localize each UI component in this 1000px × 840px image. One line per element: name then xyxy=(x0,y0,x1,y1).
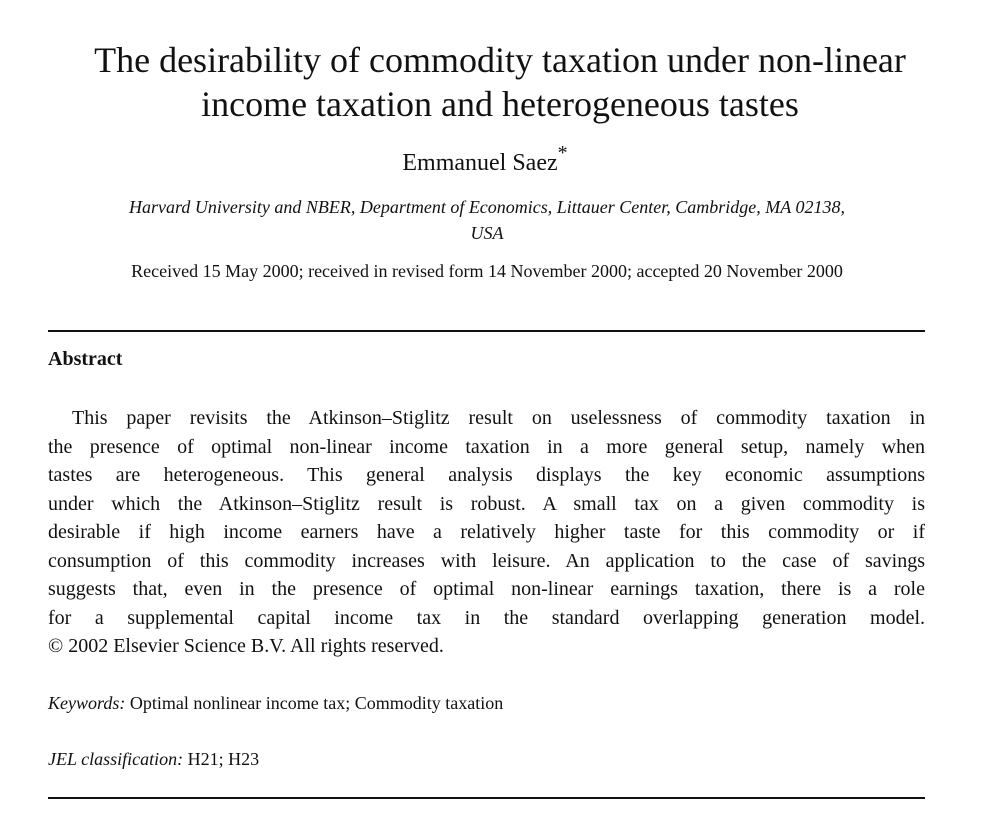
abstract-line: tastes are heterogeneous. This general analysis displays the key economic assumptions xyxy=(48,464,925,486)
keywords-value: Optimal nonlinear income tax; Commodity taxation xyxy=(129,693,504,713)
abstract-line: the presence of optimal non-linear income taxation in a more general setup, namely when xyxy=(48,435,925,458)
abstract-line: This paper revisits the Atkinson–Stiglitz result on uselessness of commodity taxation in xyxy=(72,407,925,429)
paper-title xyxy=(40,38,960,126)
abstract-line: under which the Atkinson–Stiglitz result is robust. A small tax on a given commodity is xyxy=(48,492,925,515)
title-line-2: income taxation and heterogeneous tastes xyxy=(201,84,799,124)
jel-classification xyxy=(48,746,259,772)
keywords xyxy=(48,690,503,716)
affiliation-line-2: USA xyxy=(470,223,504,243)
author-footnote-mark[interactable]: * xyxy=(557,142,568,164)
abstract-line: for a supplemental capital income tax in the standard overlapping generation model. xyxy=(48,606,925,629)
abstract-line: desirable if high income earners have a relatively higher taste for this commodity or if xyxy=(48,521,925,543)
abstract-body xyxy=(48,404,925,661)
affiliation-line-1: Harvard University and NBER, Department of Economics, Littauer Center, Cambridge, MA 02138, xyxy=(129,197,845,217)
jel-value: H21; H23 xyxy=(187,749,260,769)
bottom-divider xyxy=(48,797,925,799)
copyright-line: © 2002 Elsevier Science B.V. All rights reserved. xyxy=(48,635,444,657)
abstract-line: consumption of this commodity increases with leisure. An application to the case of savings xyxy=(48,549,925,572)
abstract-line: suggests that, even in the presence of optimal non-linear earnings taxation, there is a role xyxy=(48,578,925,600)
author-line xyxy=(0,140,970,178)
keywords-label: Keywords: xyxy=(48,693,126,713)
top-divider xyxy=(48,330,925,332)
title-line-1: The desirability of commodity taxation under non-linear xyxy=(94,40,906,80)
author-affiliation xyxy=(48,194,926,246)
publication-dates: Received 15 May 2000; received in revised form 14 November 2000; accepted 20 November 2000 xyxy=(131,261,843,281)
jel-label: JEL classification: xyxy=(48,749,184,769)
abstract-heading: Abstract xyxy=(48,348,123,370)
author-name: Emmanuel Saez xyxy=(402,150,558,176)
